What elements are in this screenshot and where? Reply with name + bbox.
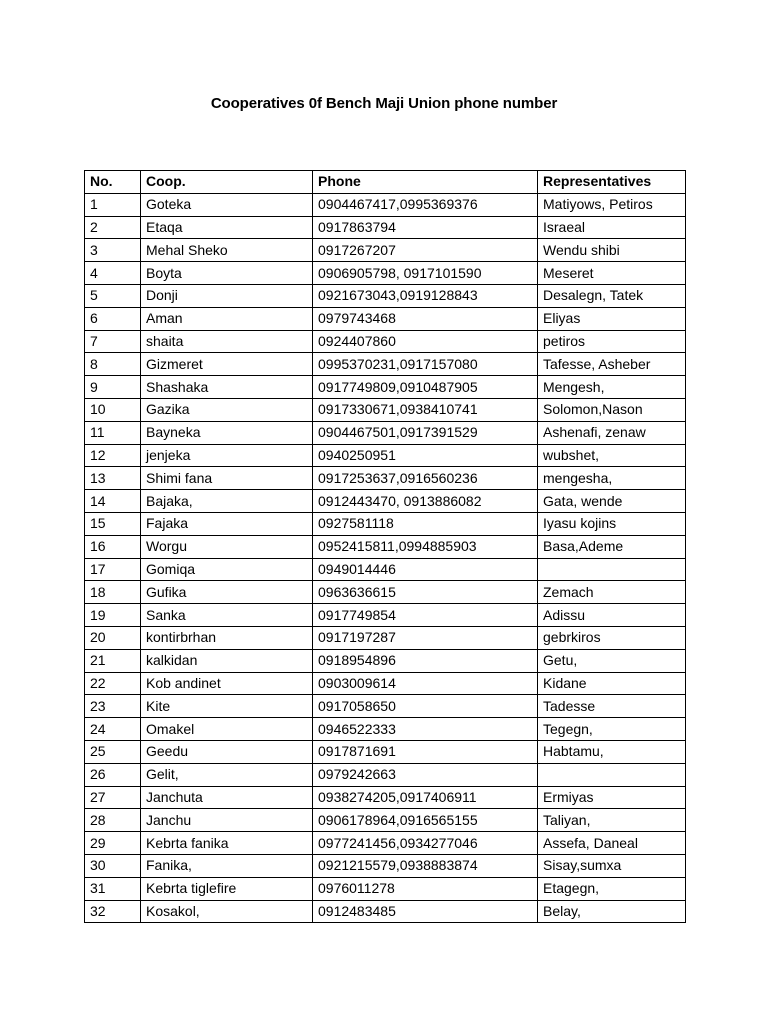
cell-representatives: Meseret: [538, 262, 686, 285]
cell-phone: 0906178964,0916565155: [313, 809, 538, 832]
cell-no: 7: [85, 330, 141, 353]
cell-phone: 0949014446: [313, 558, 538, 581]
cell-representatives: Iyasu kojins: [538, 512, 686, 535]
cell-representatives: petiros: [538, 330, 686, 353]
cell-no: 14: [85, 490, 141, 513]
cell-no: 13: [85, 467, 141, 490]
cell-representatives: Matiyows, Petiros: [538, 193, 686, 216]
table-row: [85, 695, 686, 718]
cell-representatives: Taliyan,: [538, 809, 686, 832]
cell-representatives: Ermiyas: [538, 786, 686, 809]
cell-no: 29: [85, 832, 141, 855]
cell-no: 27: [85, 786, 141, 809]
cell-representatives: Kidane: [538, 672, 686, 695]
cell-phone: 0924407860: [313, 330, 538, 353]
cell-phone: 0952415811,0994885903: [313, 535, 538, 558]
cooperatives-phone-table: [84, 170, 686, 923]
header-no: No.: [85, 171, 141, 194]
cell-no: 16: [85, 535, 141, 558]
cell-coop: Fajaka: [141, 512, 313, 535]
cell-coop: Shashaka: [141, 376, 313, 399]
table-row: [85, 649, 686, 672]
cell-coop: jenjeka: [141, 444, 313, 467]
cell-representatives: Mengesh,: [538, 376, 686, 399]
cell-coop: Kebrta tiglefire: [141, 877, 313, 900]
cell-representatives: Desalegn, Tatek: [538, 284, 686, 307]
table-row: [85, 626, 686, 649]
table-row: [85, 740, 686, 763]
cell-coop: Geedu: [141, 740, 313, 763]
table-row: [85, 786, 686, 809]
cell-phone: 0976011278: [313, 877, 538, 900]
cell-representatives: Tegegn,: [538, 718, 686, 741]
cell-coop: shaita: [141, 330, 313, 353]
cell-representatives: wubshet,: [538, 444, 686, 467]
cell-no: 6: [85, 307, 141, 330]
cell-phone: 0903009614: [313, 672, 538, 695]
table-row: [85, 854, 686, 877]
cell-coop: Boyta: [141, 262, 313, 285]
cell-coop: Kob andinet: [141, 672, 313, 695]
cell-no: 4: [85, 262, 141, 285]
cell-representatives: Eliyas: [538, 307, 686, 330]
cell-no: 11: [85, 421, 141, 444]
cell-coop: Kosakol,: [141, 900, 313, 923]
table-row: [85, 604, 686, 627]
table-row: [85, 284, 686, 307]
table-row: [85, 558, 686, 581]
cell-phone: 0917749809,0910487905: [313, 376, 538, 399]
cell-phone: 0917267207: [313, 239, 538, 262]
cell-representatives: Solomon,Nason: [538, 398, 686, 421]
table-row: [85, 239, 686, 262]
cell-coop: Gazika: [141, 398, 313, 421]
cell-phone: 0921215579,0938883874: [313, 854, 538, 877]
cell-representatives: [538, 763, 686, 786]
cell-coop: Goteka: [141, 193, 313, 216]
header-representatives: Representatives: [538, 171, 686, 194]
cell-no: 28: [85, 809, 141, 832]
table-row: [85, 718, 686, 741]
cell-no: 12: [85, 444, 141, 467]
cell-phone: 0917749854: [313, 604, 538, 627]
document-title: Cooperatives 0f Bench Maji Union phone number: [210, 95, 558, 112]
cell-phone: 0906905798, 0917101590: [313, 262, 538, 285]
cell-representatives: Gata, wende: [538, 490, 686, 513]
cell-representatives: Israeal: [538, 216, 686, 239]
cell-coop: Omakel: [141, 718, 313, 741]
cell-coop: Etaqa: [141, 216, 313, 239]
cell-coop: Janchu: [141, 809, 313, 832]
cell-representatives: Habtamu,: [538, 740, 686, 763]
cell-coop: Bajaka,: [141, 490, 313, 513]
table-header-row: [85, 171, 686, 194]
cell-phone: 0917863794: [313, 216, 538, 239]
cell-coop: Kebrta fanika: [141, 832, 313, 855]
cell-no: 8: [85, 353, 141, 376]
table-row: [85, 467, 686, 490]
cell-coop: Gelit,: [141, 763, 313, 786]
cell-representatives: mengesha,: [538, 467, 686, 490]
cell-coop: Gomiqa: [141, 558, 313, 581]
table-row: [85, 490, 686, 513]
cell-phone: 0904467417,0995369376: [313, 193, 538, 216]
cell-no: 25: [85, 740, 141, 763]
cell-no: 5: [85, 284, 141, 307]
cell-coop: Gufika: [141, 581, 313, 604]
table-row: [85, 307, 686, 330]
table-row: [85, 376, 686, 399]
cell-representatives: Tadesse: [538, 695, 686, 718]
header-coop: Coop.: [141, 171, 313, 194]
table-row: [85, 832, 686, 855]
cell-no: 17: [85, 558, 141, 581]
cell-no: 18: [85, 581, 141, 604]
cell-no: 1: [85, 193, 141, 216]
cell-representatives: Belay,: [538, 900, 686, 923]
cell-representatives: [538, 558, 686, 581]
cell-representatives: Wendu shibi: [538, 239, 686, 262]
cell-phone: 0917058650: [313, 695, 538, 718]
cell-coop: kalkidan: [141, 649, 313, 672]
cell-no: 19: [85, 604, 141, 627]
cell-phone: 0912443470, 0913886082: [313, 490, 538, 513]
cell-representatives: Ashenafi, zenaw: [538, 421, 686, 444]
cell-coop: Janchuta: [141, 786, 313, 809]
cell-representatives: gebrkiros: [538, 626, 686, 649]
cell-representatives: Tafesse, Asheber: [538, 353, 686, 376]
cell-coop: Gizmeret: [141, 353, 313, 376]
cell-no: 22: [85, 672, 141, 695]
cell-phone: 0979743468: [313, 307, 538, 330]
cell-no: 30: [85, 854, 141, 877]
cell-phone: 0917197287: [313, 626, 538, 649]
table-row: [85, 877, 686, 900]
table-row: [85, 330, 686, 353]
table-row: [85, 216, 686, 239]
cell-phone: 0927581118: [313, 512, 538, 535]
cell-phone: 0995370231,0917157080: [313, 353, 538, 376]
table-row: [85, 763, 686, 786]
cell-no: 20: [85, 626, 141, 649]
cell-coop: Mehal Sheko: [141, 239, 313, 262]
cell-no: 2: [85, 216, 141, 239]
table-row: [85, 672, 686, 695]
cell-phone: 0940250951: [313, 444, 538, 467]
table-row: [85, 398, 686, 421]
table-row: [85, 535, 686, 558]
cell-coop: Worgu: [141, 535, 313, 558]
cell-coop: Kite: [141, 695, 313, 718]
cell-representatives: Zemach: [538, 581, 686, 604]
cell-phone: 0918954896: [313, 649, 538, 672]
cell-phone: 0921673043,0919128843: [313, 284, 538, 307]
cell-phone: 0963636615: [313, 581, 538, 604]
cell-phone: 0917253637,0916560236: [313, 467, 538, 490]
cell-coop: Fanika,: [141, 854, 313, 877]
cell-phone: 0912483485: [313, 900, 538, 923]
table-row: [85, 421, 686, 444]
cell-representatives: Getu,: [538, 649, 686, 672]
cell-representatives: Sisay,sumxa: [538, 854, 686, 877]
cell-phone: 0946522333: [313, 718, 538, 741]
cell-coop: Bayneka: [141, 421, 313, 444]
cell-no: 24: [85, 718, 141, 741]
cell-phone: 0977241456,0934277046: [313, 832, 538, 855]
cell-phone: 0938274205,0917406911: [313, 786, 538, 809]
table-row: [85, 581, 686, 604]
cell-no: 23: [85, 695, 141, 718]
cell-no: 3: [85, 239, 141, 262]
table-row: [85, 512, 686, 535]
table-row: [85, 809, 686, 832]
cell-phone: 0979242663: [313, 763, 538, 786]
cell-no: 32: [85, 900, 141, 923]
cell-no: 10: [85, 398, 141, 421]
cell-coop: Donji: [141, 284, 313, 307]
table-row: [85, 193, 686, 216]
cell-phone: 0904467501,0917391529: [313, 421, 538, 444]
cell-representatives: Assefa, Daneal: [538, 832, 686, 855]
header-phone: Phone: [313, 171, 538, 194]
cell-coop: Sanka: [141, 604, 313, 627]
cell-representatives: Adissu: [538, 604, 686, 627]
cell-no: 31: [85, 877, 141, 900]
cell-no: 9: [85, 376, 141, 399]
table-row: [85, 353, 686, 376]
cell-no: 15: [85, 512, 141, 535]
cell-coop: Aman: [141, 307, 313, 330]
cell-coop: kontirbrhan: [141, 626, 313, 649]
cell-representatives: Basa,Ademe: [538, 535, 686, 558]
cell-coop: Shimi fana: [141, 467, 313, 490]
table-body: [85, 193, 686, 923]
table-row: [85, 262, 686, 285]
cell-representatives: Etagegn,: [538, 877, 686, 900]
table-row: [85, 900, 686, 923]
cell-no: 26: [85, 763, 141, 786]
table-row: [85, 444, 686, 467]
cell-phone: 0917871691: [313, 740, 538, 763]
cell-phone: 0917330671,0938410741: [313, 398, 538, 421]
cell-no: 21: [85, 649, 141, 672]
